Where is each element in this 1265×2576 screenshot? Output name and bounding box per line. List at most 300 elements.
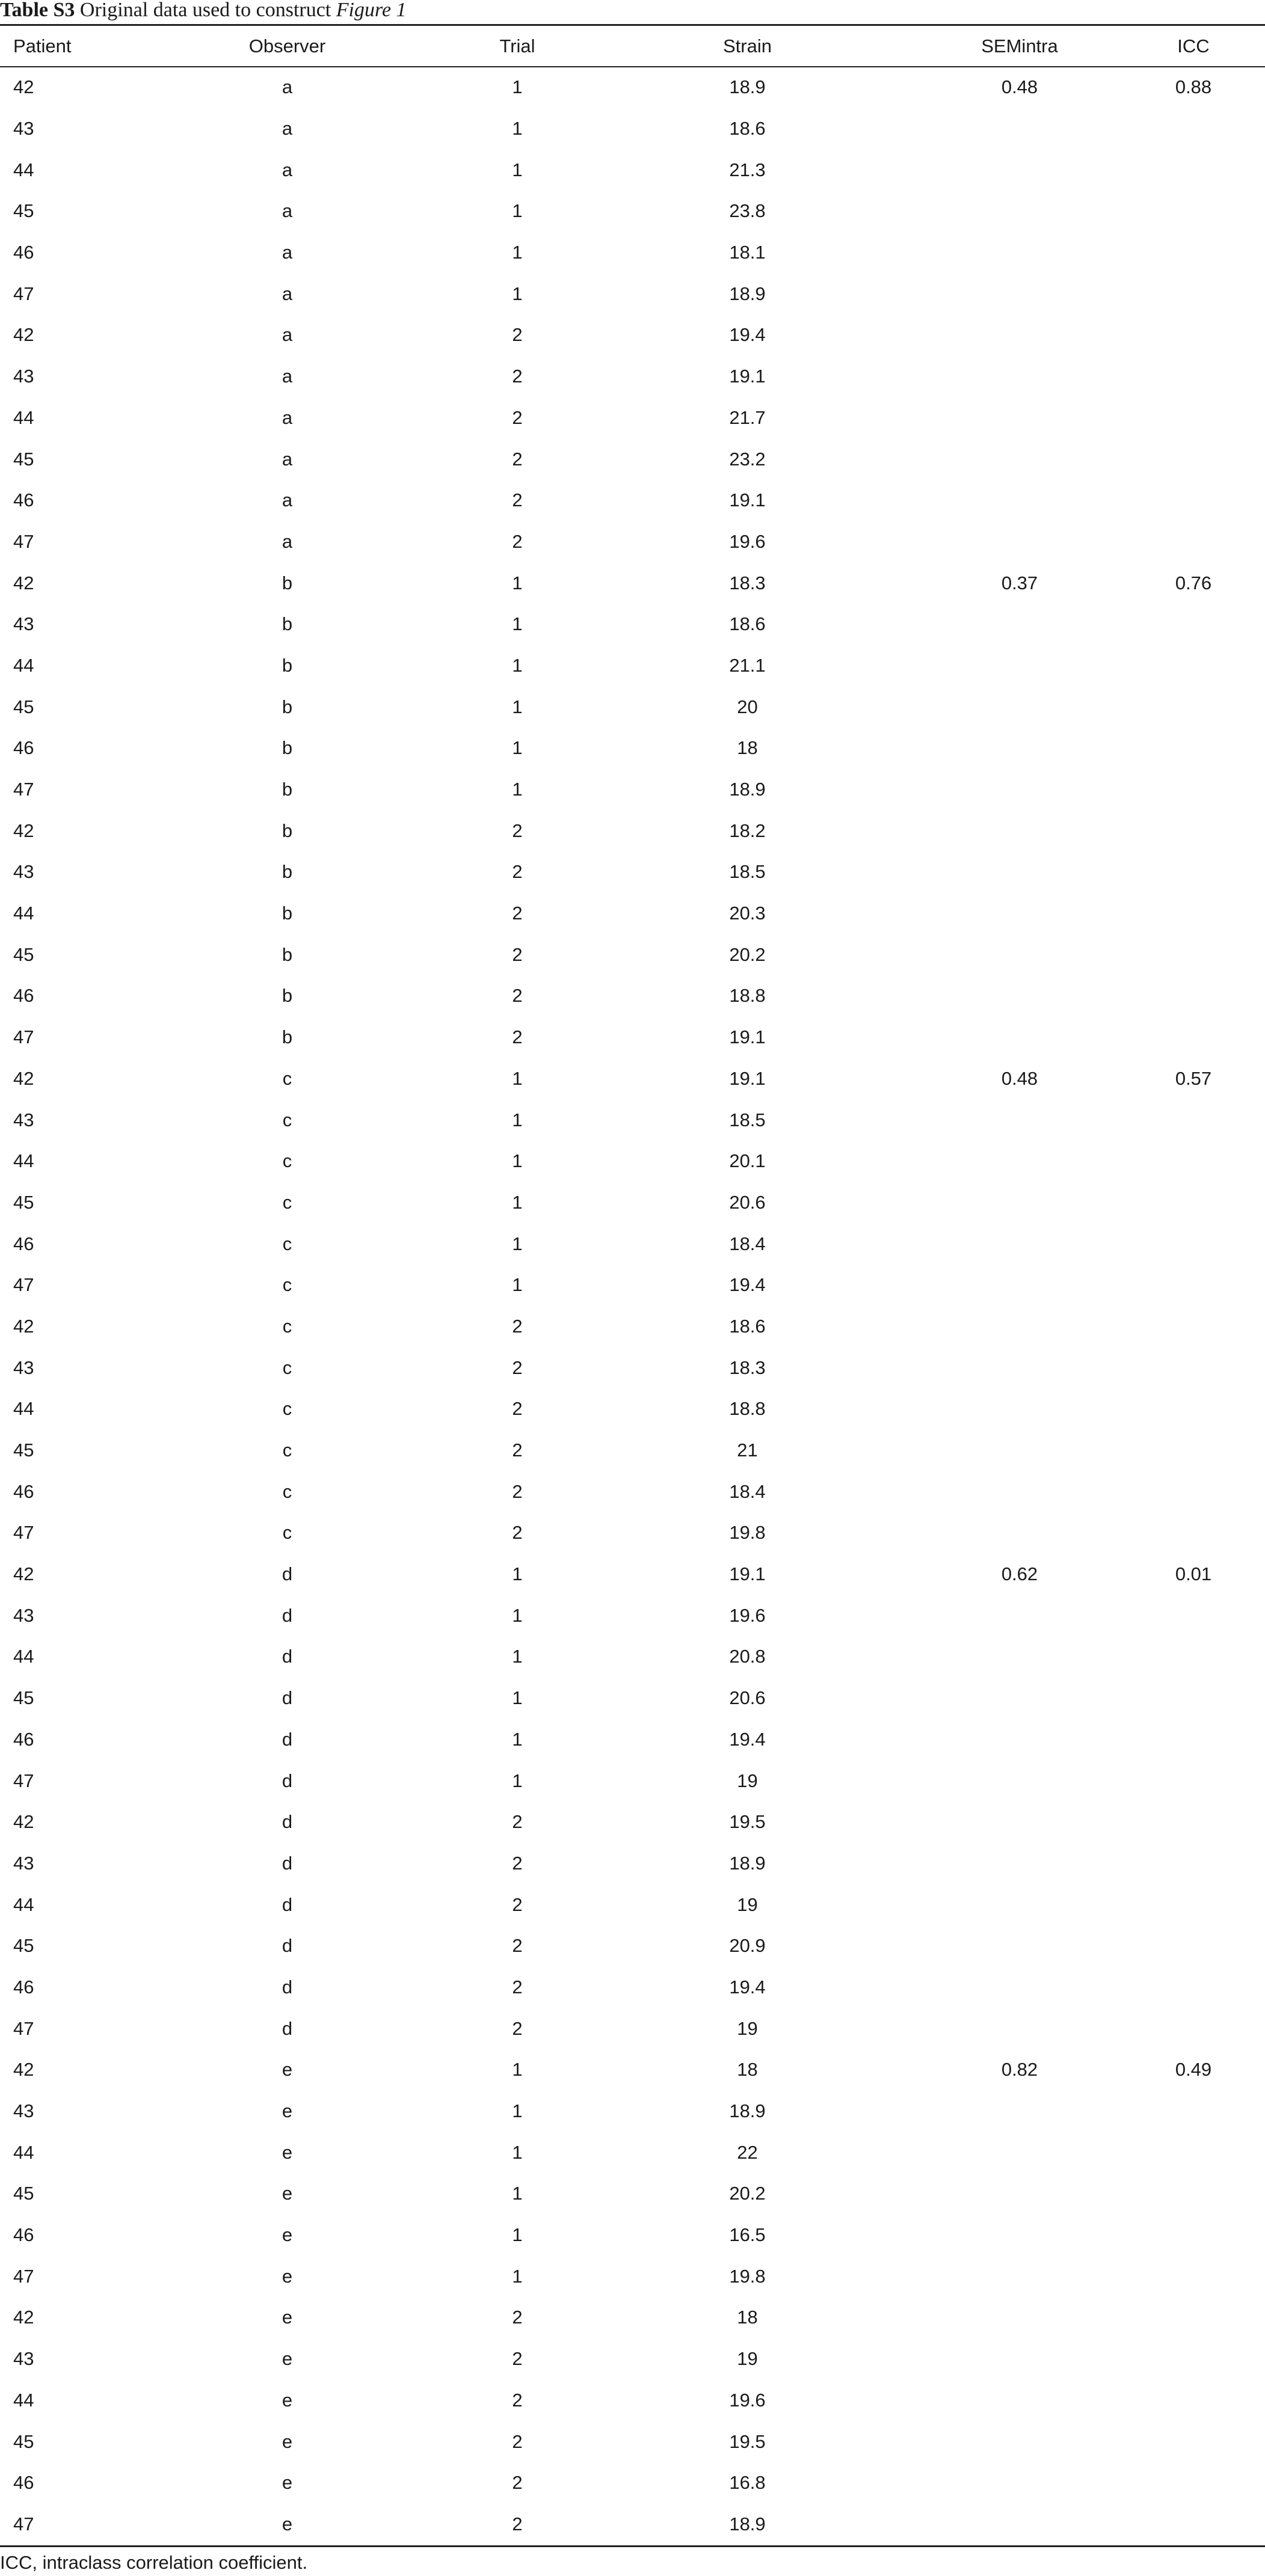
strain-cell: 16.5 xyxy=(729,2224,766,2246)
strain-cell: 19.6 xyxy=(729,2389,766,2411)
icc-cell: 0.76 xyxy=(1175,572,1212,593)
table-row xyxy=(0,1884,1265,1925)
trial-cell: 2 xyxy=(512,2348,523,2370)
trial-cell: 1 xyxy=(512,1646,523,1667)
icc-cell xyxy=(1122,480,1265,521)
icc-cell xyxy=(1122,273,1265,314)
icc-cell xyxy=(1122,397,1265,439)
observer-cell: d xyxy=(282,1687,293,1709)
semintra-cell xyxy=(917,1099,1122,1141)
patient-cell: 43 xyxy=(13,1357,34,1378)
icc-cell xyxy=(1122,108,1265,150)
patient-cell: 44 xyxy=(13,654,34,676)
strain-cell: 20.2 xyxy=(729,2183,766,2204)
strain-cell: 20 xyxy=(737,696,758,717)
observer-cell: d xyxy=(282,1935,293,1957)
trial-cell: 2 xyxy=(512,903,523,924)
observer-cell: b xyxy=(282,613,293,635)
semintra-cell xyxy=(917,149,1122,191)
icc-cell xyxy=(1122,1471,1265,1512)
trial-cell: 1 xyxy=(512,1067,523,1089)
observer-cell: c xyxy=(282,1109,292,1130)
observer-cell: c xyxy=(282,1067,292,1089)
semintra-cell xyxy=(917,2008,1122,2049)
table-row xyxy=(0,397,1265,439)
observer-cell: b xyxy=(282,696,293,717)
table-row xyxy=(0,2173,1265,2215)
semintra-cell xyxy=(917,2421,1122,2462)
icc-cell xyxy=(1122,1802,1265,1843)
patient-cell: 42 xyxy=(13,2307,34,2328)
trial-cell: 2 xyxy=(512,2017,523,2039)
strain-cell: 19.5 xyxy=(729,1811,766,1833)
semintra-cell xyxy=(917,356,1122,397)
observer-cell: a xyxy=(282,366,293,387)
observer-cell: d xyxy=(282,1728,293,1750)
table-row xyxy=(0,2008,1265,2049)
table-row xyxy=(0,769,1265,811)
patient-cell: 44 xyxy=(13,1894,34,1915)
strain-cell: 21.1 xyxy=(729,654,766,676)
table-row xyxy=(0,232,1265,274)
semintra-cell: 0.37 xyxy=(1001,572,1038,593)
semintra-cell xyxy=(917,1967,1122,2008)
strain-cell: 20.9 xyxy=(729,1935,766,1957)
semintra-cell xyxy=(917,438,1122,480)
trial-cell: 1 xyxy=(512,283,523,304)
observer-cell: a xyxy=(282,118,293,140)
trial-cell: 2 xyxy=(512,1026,523,1048)
semintra-cell: 0.48 xyxy=(1001,76,1038,98)
semintra-cell xyxy=(917,686,1122,728)
table-row xyxy=(0,645,1265,687)
observer-cell: e xyxy=(282,2513,293,2535)
semintra-cell xyxy=(917,1719,1122,1761)
trial-cell: 2 xyxy=(512,448,523,470)
table-row xyxy=(0,2421,1265,2462)
strain-cell: 18.6 xyxy=(729,613,766,635)
semintra-cell xyxy=(917,1265,1122,1306)
patient-cell: 42 xyxy=(13,2059,34,2081)
table-row xyxy=(0,314,1265,356)
patient-cell: 43 xyxy=(13,2348,34,2370)
patient-cell: 46 xyxy=(13,1976,34,1998)
table-row xyxy=(0,1306,1265,1348)
patient-cell: 47 xyxy=(13,1026,34,1048)
column-header-patient: Patient xyxy=(13,35,72,57)
observer-cell: d xyxy=(282,1604,293,1626)
icc-cell xyxy=(1122,1967,1265,2008)
patient-cell: 44 xyxy=(13,406,34,428)
strain-cell: 19 xyxy=(737,2348,758,2370)
table-row xyxy=(0,2504,1265,2545)
table-row xyxy=(0,273,1265,314)
trial-cell: 1 xyxy=(512,1274,523,1296)
semintra-cell xyxy=(917,2338,1122,2380)
table-row xyxy=(0,1223,1265,1265)
semintra-cell xyxy=(917,2256,1122,2297)
patient-cell: 45 xyxy=(13,2430,34,2452)
semintra-cell xyxy=(917,728,1122,769)
observer-cell: c xyxy=(282,1150,292,1172)
semintra-cell xyxy=(917,1636,1122,1678)
icc-cell xyxy=(1122,2380,1265,2421)
patient-cell: 46 xyxy=(13,1480,34,1502)
semintra-cell xyxy=(917,810,1122,851)
trial-cell: 2 xyxy=(512,1357,523,1378)
patient-cell: 43 xyxy=(13,1604,34,1626)
icc-cell xyxy=(1122,975,1265,1017)
patient-cell: 44 xyxy=(13,1150,34,1172)
strain-cell: 18.9 xyxy=(729,1852,766,1874)
icc-cell xyxy=(1122,2421,1265,2462)
observer-cell: a xyxy=(282,283,293,304)
trial-cell: 2 xyxy=(512,1522,523,1544)
table-row xyxy=(0,1967,1265,2008)
observer-cell: c xyxy=(282,1191,292,1213)
table-row xyxy=(0,1925,1265,1967)
icc-cell xyxy=(1122,851,1265,893)
observer-cell: a xyxy=(282,200,293,222)
table-body xyxy=(0,67,1265,2545)
patient-cell: 43 xyxy=(13,2100,34,2122)
strain-cell: 18.9 xyxy=(729,2100,766,2122)
icc-cell xyxy=(1122,1925,1265,1967)
observer-cell: e xyxy=(282,2183,293,2204)
strain-cell: 18.2 xyxy=(729,820,766,841)
table-row xyxy=(0,1760,1265,1802)
strain-cell: 18.9 xyxy=(729,76,766,98)
trial-cell: 2 xyxy=(512,324,523,346)
strain-cell: 20.1 xyxy=(729,1150,766,1172)
trial-cell: 1 xyxy=(512,159,523,180)
strain-cell: 19.1 xyxy=(729,1026,766,1048)
strain-cell: 18.4 xyxy=(729,1480,766,1502)
semintra-cell xyxy=(917,1471,1122,1512)
data-table xyxy=(0,26,1265,2545)
observer-cell: c xyxy=(282,1357,292,1378)
semintra-cell: 0.48 xyxy=(1001,1067,1038,1089)
column-header-strain: Strain xyxy=(723,35,772,57)
observer-cell: e xyxy=(282,2307,293,2328)
observer-cell: b xyxy=(282,985,293,1007)
table-row xyxy=(0,1719,1265,1761)
table-row xyxy=(0,2049,1265,2091)
strain-cell: 20.6 xyxy=(729,1687,766,1709)
patient-cell: 42 xyxy=(13,1067,34,1089)
patient-cell: 45 xyxy=(13,2183,34,2204)
strain-cell: 19 xyxy=(737,1894,758,1915)
icc-cell: 0.01 xyxy=(1175,1563,1212,1585)
trial-cell: 1 xyxy=(512,2265,523,2287)
strain-cell: 18.9 xyxy=(729,283,766,304)
table-row xyxy=(0,1388,1265,1430)
patient-cell: 46 xyxy=(13,737,34,759)
table-row xyxy=(0,562,1265,604)
trial-cell: 1 xyxy=(512,1770,523,1791)
strain-cell: 18 xyxy=(737,737,758,759)
trial-cell: 1 xyxy=(512,1109,523,1130)
observer-cell: c xyxy=(282,1233,292,1254)
trial-cell: 2 xyxy=(512,1440,523,1461)
strain-cell: 23.2 xyxy=(729,448,766,470)
semintra-cell xyxy=(917,1347,1122,1388)
trial-cell: 1 xyxy=(512,1728,523,1750)
semintra-cell xyxy=(917,191,1122,232)
table-row xyxy=(0,1636,1265,1678)
trial-cell: 2 xyxy=(512,1480,523,1502)
icc-cell xyxy=(1122,149,1265,191)
strain-cell: 16.8 xyxy=(729,2472,766,2494)
patient-cell: 45 xyxy=(13,200,34,222)
strain-cell: 18.5 xyxy=(729,1109,766,1130)
icc-cell xyxy=(1122,1884,1265,1925)
strain-cell: 18.3 xyxy=(729,572,766,593)
semintra-cell xyxy=(917,975,1122,1017)
strain-cell: 19 xyxy=(737,1770,758,1791)
observer-cell: b xyxy=(282,861,293,883)
observer-cell: a xyxy=(282,324,293,346)
icc-cell xyxy=(1122,438,1265,480)
trial-cell: 2 xyxy=(512,1894,523,1915)
trial-cell: 1 xyxy=(512,2141,523,2163)
icc-cell xyxy=(1122,1388,1265,1430)
table-row xyxy=(0,975,1265,1017)
observer-cell: e xyxy=(282,2100,293,2122)
patient-cell: 46 xyxy=(13,2472,34,2494)
strain-cell: 19.1 xyxy=(729,489,766,511)
icc-cell: 0.57 xyxy=(1175,1067,1212,1089)
trial-cell: 2 xyxy=(512,861,523,883)
icc-cell xyxy=(1122,2008,1265,2049)
semintra-cell xyxy=(917,1182,1122,1224)
trial-cell: 1 xyxy=(512,118,523,140)
patient-cell: 45 xyxy=(13,696,34,717)
patient-cell: 43 xyxy=(13,118,34,140)
strain-cell: 21.7 xyxy=(729,406,766,428)
table-header-row xyxy=(0,26,1265,67)
trial-cell: 1 xyxy=(512,2224,523,2246)
table-row xyxy=(0,67,1265,108)
observer-cell: d xyxy=(282,1563,293,1585)
patient-cell: 43 xyxy=(13,366,34,387)
trial-cell: 2 xyxy=(512,2430,523,2452)
patient-cell: 42 xyxy=(13,820,34,841)
trial-cell: 2 xyxy=(512,985,523,1007)
semintra-cell xyxy=(917,2504,1122,2545)
observer-cell: d xyxy=(282,1811,293,1833)
table-footnote: ICC, intraclass correlation coefficient. xyxy=(0,2552,308,2573)
trial-cell: 1 xyxy=(512,2100,523,2122)
table-row xyxy=(0,1141,1265,1182)
semintra-cell: 0.62 xyxy=(1001,1563,1038,1585)
table-row xyxy=(0,1017,1265,1058)
patient-cell: 43 xyxy=(13,1109,34,1130)
semintra-cell xyxy=(917,645,1122,687)
observer-cell: a xyxy=(282,530,293,552)
observer-cell: e xyxy=(282,2141,293,2163)
trial-cell: 2 xyxy=(512,1852,523,1874)
semintra-cell xyxy=(917,1678,1122,1719)
icc-cell xyxy=(1122,645,1265,687)
semintra-cell xyxy=(917,314,1122,356)
semintra-cell: 0.82 xyxy=(1001,2059,1038,2081)
semintra-cell xyxy=(917,108,1122,150)
icc-cell xyxy=(1122,2215,1265,2256)
icc-cell xyxy=(1122,1347,1265,1388)
strain-cell: 19.4 xyxy=(729,1274,766,1296)
observer-cell: c xyxy=(282,1274,292,1296)
patient-cell: 42 xyxy=(13,1811,34,1833)
icc-cell xyxy=(1122,2504,1265,2545)
observer-cell: e xyxy=(282,2265,293,2287)
observer-cell: b xyxy=(282,820,293,841)
observer-cell: a xyxy=(282,242,293,263)
table-row xyxy=(0,1678,1265,1719)
strain-cell: 18.1 xyxy=(729,242,766,263)
patient-cell: 44 xyxy=(13,903,34,924)
trial-cell: 1 xyxy=(512,2183,523,2204)
table-row xyxy=(0,728,1265,769)
table-row xyxy=(0,2338,1265,2380)
observer-cell: e xyxy=(282,2430,293,2452)
strain-cell: 20.3 xyxy=(729,903,766,924)
table-row xyxy=(0,1802,1265,1843)
observer-cell: d xyxy=(282,1976,293,1998)
observer-cell: c xyxy=(282,1398,292,1420)
icc-cell xyxy=(1122,356,1265,397)
strain-cell: 18.3 xyxy=(729,1357,766,1378)
trial-cell: 2 xyxy=(512,1398,523,1420)
patient-cell: 47 xyxy=(13,283,34,304)
strain-cell: 18.6 xyxy=(729,1315,766,1337)
trial-cell: 1 xyxy=(512,242,523,263)
strain-cell: 18.8 xyxy=(729,985,766,1007)
observer-cell: e xyxy=(282,2472,293,2494)
observer-cell: d xyxy=(282,1894,293,1915)
trial-cell: 2 xyxy=(512,1976,523,1998)
semintra-cell xyxy=(917,2462,1122,2504)
trial-cell: 1 xyxy=(512,1233,523,1254)
semintra-cell xyxy=(917,232,1122,274)
strain-cell: 19.8 xyxy=(729,1522,766,1544)
observer-cell: c xyxy=(282,1315,292,1337)
semintra-cell xyxy=(917,934,1122,975)
icc-cell xyxy=(1122,2462,1265,2504)
patient-cell: 44 xyxy=(13,159,34,180)
icc-cell xyxy=(1122,728,1265,769)
patient-cell: 46 xyxy=(13,489,34,511)
table-row xyxy=(0,1265,1265,1306)
table-row xyxy=(0,191,1265,232)
trial-cell: 1 xyxy=(512,737,523,759)
trial-cell: 2 xyxy=(512,366,523,387)
table-row xyxy=(0,1595,1265,1636)
strain-cell: 19.4 xyxy=(729,1976,766,1998)
icc-cell: 0.88 xyxy=(1175,76,1212,98)
trial-cell: 1 xyxy=(512,613,523,635)
observer-cell: e xyxy=(282,2348,293,2370)
patient-cell: 47 xyxy=(13,1522,34,1544)
column-header-trial: Trial xyxy=(499,35,535,57)
patient-cell: 47 xyxy=(13,2017,34,2039)
strain-cell: 18.9 xyxy=(729,2513,766,2535)
patient-cell: 47 xyxy=(13,1274,34,1296)
trial-cell: 1 xyxy=(512,2059,523,2081)
table-bottom-rule xyxy=(0,2545,1265,2547)
strain-cell: 18.4 xyxy=(729,1233,766,1254)
observer-cell: c xyxy=(282,1440,292,1461)
strain-cell: 18.6 xyxy=(729,118,766,140)
table-caption-label: Table S3 xyxy=(0,0,75,21)
table-row xyxy=(0,2256,1265,2297)
table-row xyxy=(0,2132,1265,2173)
strain-cell: 21.3 xyxy=(729,159,766,180)
strain-cell: 18.5 xyxy=(729,861,766,883)
strain-cell: 19.8 xyxy=(729,2265,766,2287)
icc-cell xyxy=(1122,1760,1265,1802)
strain-cell: 18 xyxy=(737,2059,758,2081)
strain-cell: 19.6 xyxy=(729,530,766,552)
table-row xyxy=(0,686,1265,728)
icc-cell xyxy=(1122,521,1265,563)
table-row xyxy=(0,438,1265,480)
strain-cell: 21 xyxy=(737,1440,758,1461)
icc-cell xyxy=(1122,191,1265,232)
trial-cell: 2 xyxy=(512,2389,523,2411)
strain-cell: 19.1 xyxy=(729,366,766,387)
trial-cell: 1 xyxy=(512,1563,523,1585)
patient-cell: 44 xyxy=(13,2389,34,2411)
trial-cell: 1 xyxy=(512,654,523,676)
icc-cell xyxy=(1122,314,1265,356)
observer-cell: b xyxy=(282,779,293,800)
semintra-cell xyxy=(917,1430,1122,1471)
semintra-cell xyxy=(917,1925,1122,1967)
strain-cell: 20.8 xyxy=(729,1646,766,1667)
semintra-cell xyxy=(917,769,1122,811)
icc-cell xyxy=(1122,2091,1265,2132)
trial-cell: 1 xyxy=(512,1604,523,1626)
table-row xyxy=(0,2091,1265,2132)
icc-cell xyxy=(1122,1595,1265,1636)
observer-cell: e xyxy=(282,2224,293,2246)
table-row xyxy=(0,1554,1265,1595)
semintra-cell xyxy=(917,1884,1122,1925)
trial-cell: 1 xyxy=(512,1150,523,1172)
table-row xyxy=(0,521,1265,563)
observer-cell: e xyxy=(282,2389,293,2411)
trial-cell: 2 xyxy=(512,530,523,552)
icc-cell xyxy=(1122,1223,1265,1265)
trial-cell: 2 xyxy=(512,943,523,965)
table-row xyxy=(0,2297,1265,2338)
strain-cell: 22 xyxy=(737,2141,758,2163)
table-row xyxy=(0,2462,1265,2504)
observer-cell: a xyxy=(282,159,293,180)
icc-cell xyxy=(1122,1636,1265,1678)
semintra-cell xyxy=(917,604,1122,645)
table-row xyxy=(0,1182,1265,1224)
icc-cell xyxy=(1122,1017,1265,1058)
observer-cell: a xyxy=(282,448,293,470)
table-row xyxy=(0,851,1265,893)
table-row xyxy=(0,356,1265,397)
patient-cell: 44 xyxy=(13,1398,34,1420)
semintra-cell xyxy=(917,1802,1122,1843)
icc-cell xyxy=(1122,604,1265,645)
table-row xyxy=(0,810,1265,851)
